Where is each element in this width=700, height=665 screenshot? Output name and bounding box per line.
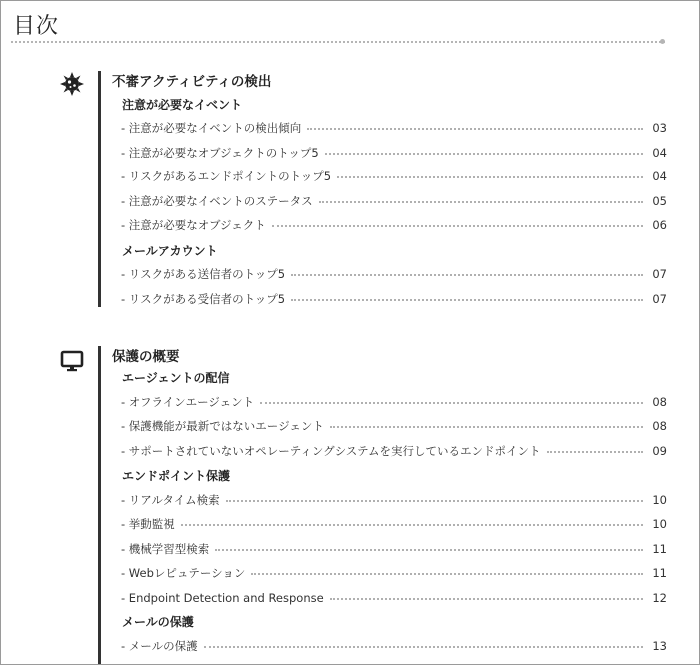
toc-entry-label: - メールの保護 <box>121 639 198 653</box>
toc-entry-label: - 注意が必要なオブジェクト <box>121 218 266 232</box>
group-heading: メールの保護 <box>122 615 194 629</box>
toc-entry-page: 11 <box>652 542 667 556</box>
toc-entry-page: 04 <box>652 146 667 160</box>
toc-entry[interactable] <box>121 290 667 308</box>
toc-entry-label: - 注意が必要なイベントのステータス <box>121 194 313 208</box>
dot-leader <box>291 274 643 276</box>
toc-entry[interactable] <box>121 564 667 582</box>
toc-entry[interactable] <box>121 144 667 162</box>
title-divider <box>11 41 665 43</box>
dot-leader <box>547 451 643 453</box>
section-title: 保護の概要 <box>112 349 180 365</box>
toc-entry-page: 07 <box>652 267 667 281</box>
toc-entry-page: 03 <box>652 121 667 135</box>
toc-entry-page: 12 <box>652 591 667 605</box>
toc-entry-page: 05 <box>652 194 667 208</box>
toc-entry[interactable] <box>121 540 667 558</box>
group-heading: 注意が必要なイベント <box>122 98 243 112</box>
dot-leader <box>307 128 643 130</box>
dot-leader <box>337 176 643 178</box>
section-bar <box>98 346 101 665</box>
toc-entry-page: 13 <box>652 639 667 653</box>
toc-entry[interactable] <box>121 393 667 411</box>
group-heading: メールアカウント <box>122 244 218 258</box>
toc-entry-page: 11 <box>652 566 667 580</box>
toc-entry[interactable] <box>121 216 667 234</box>
toc-entry-label: - 保護機能が最新ではないエージェント <box>121 419 324 433</box>
toc-entry-page: 06 <box>652 218 667 232</box>
toc-entry-label: - 機械学習型検索 <box>121 542 210 556</box>
toc-title: 目次 <box>13 14 60 39</box>
toc-entry-label: - 挙動監視 <box>121 517 175 531</box>
dot-leader <box>325 153 643 155</box>
virus-icon <box>59 71 85 97</box>
dot-leader <box>251 573 643 575</box>
toc-entry-label: - 注意が必要なイベントの検出傾向 <box>121 121 302 135</box>
toc-entry-label: - サポートされていないオペレーティングシステムを実行しているエンドポイント <box>121 444 541 458</box>
dot-leader <box>272 225 643 227</box>
dot-leader <box>204 646 643 648</box>
dot-leader <box>260 402 643 404</box>
dot-leader <box>181 524 643 526</box>
toc-entry-page: 08 <box>652 395 667 409</box>
section-bar <box>98 71 101 307</box>
toc-entry-label: - リスクがあるエンドポイントのトップ5 <box>121 169 332 183</box>
toc-entry[interactable] <box>121 515 667 533</box>
toc-entry-page: 04 <box>652 169 667 183</box>
group-heading: エンドポイント保護 <box>122 469 231 483</box>
dot-leader <box>215 549 643 551</box>
dot-leader <box>226 500 643 502</box>
toc-entry-label: - Webレピュテーション <box>121 566 246 580</box>
toc-entry[interactable] <box>121 167 667 185</box>
toc-entry[interactable] <box>121 491 667 509</box>
dot-leader <box>291 299 643 301</box>
toc-entry[interactable] <box>121 442 667 460</box>
dot-leader <box>319 201 643 203</box>
toc-entry[interactable] <box>121 637 667 655</box>
toc-entry-label: - リアルタイム検索 <box>121 493 220 507</box>
monitor-icon <box>59 348 85 374</box>
section-title: 不審アクティビティの検出 <box>112 74 272 90</box>
toc-entry-page: 10 <box>652 493 667 507</box>
toc-entry[interactable] <box>121 417 667 435</box>
toc-entry-label: - Endpoint Detection and Response <box>121 591 324 605</box>
toc-entry-label: - 注意が必要なオブジェクトのトップ5 <box>121 146 319 160</box>
toc-entry-label: - オフラインエージェント <box>121 395 255 409</box>
toc-entry[interactable] <box>121 265 667 283</box>
toc-entry-page: 10 <box>652 517 667 531</box>
toc-entry[interactable] <box>121 192 667 210</box>
dot-leader <box>330 426 643 428</box>
toc-entry[interactable] <box>121 119 667 137</box>
group-heading: エージェントの配信 <box>122 371 230 385</box>
toc-entry[interactable] <box>121 589 667 607</box>
title-divider-end-dot <box>660 39 665 44</box>
toc-entry-page: 07 <box>652 292 667 306</box>
toc-entry-page: 09 <box>652 444 667 458</box>
dot-leader <box>330 598 643 600</box>
toc-entry-label: - リスクがある送信者のトップ5 <box>121 267 286 281</box>
toc-entry-label: - リスクがある受信者のトップ5 <box>121 292 286 306</box>
toc-entry-page: 08 <box>652 419 667 433</box>
